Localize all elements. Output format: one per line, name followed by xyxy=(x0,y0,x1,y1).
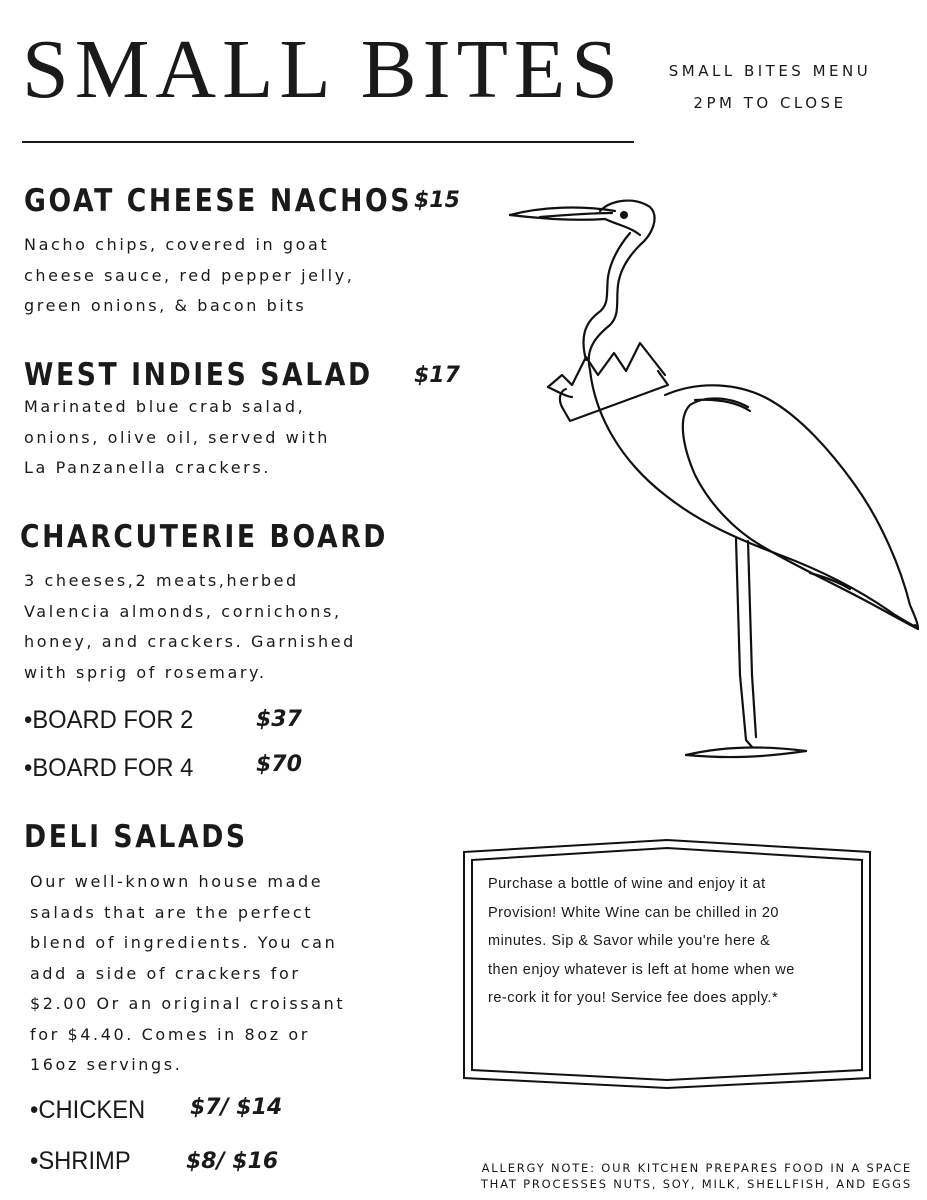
description-line: add a side of crackers for xyxy=(30,963,301,983)
option-shrimp: •SHRIMP xyxy=(30,1147,131,1175)
item-description-deli-salads xyxy=(30,867,345,1081)
wine-promo-text xyxy=(488,870,868,1013)
item-price-goat-cheese-nachos: $15 xyxy=(414,188,460,213)
item-description-west-indies-salad xyxy=(24,392,330,484)
item-name-charcuterie-board: CHARCUTERIE BOARD xyxy=(20,519,389,555)
allergy-line-2: THAT PROCESSES NUTS, SOY, MILK, SHELLFISH, AND EGGS xyxy=(480,1177,912,1191)
option-board-for-4: •BOARD FOR 4 xyxy=(24,754,194,782)
description-line: honey, and crackers. Garnished xyxy=(24,632,356,651)
item-name-west-indies-salad: WEST INDIES SALAD xyxy=(24,357,373,393)
menu-subtitle: SMALL BITES MENU xyxy=(668,62,872,80)
description-line: cheese sauce, red pepper jelly, xyxy=(24,265,355,285)
option-price-board-for-2: $37 xyxy=(256,707,302,732)
item-name-goat-cheese-nachos: GOAT CHEESE NACHOS xyxy=(24,183,412,219)
promo-line: re-cork it for you! Service fee does apply.* xyxy=(488,990,779,1006)
option-price-board-for-4: $70 xyxy=(256,752,302,777)
promo-line: Purchase a bottle of wine and enjoy it at xyxy=(488,876,766,892)
description-line: 16oz servings. xyxy=(30,1055,183,1074)
description-line: $2.00 Or an original croissant xyxy=(30,994,346,1013)
description-line: salads that are the perfect xyxy=(30,902,314,922)
title-divider xyxy=(22,141,634,143)
description-line: Our well-known house made xyxy=(30,872,324,891)
promo-line: minutes. Sip & Savor while you're here & xyxy=(488,933,771,949)
item-price-west-indies-salad: $17 xyxy=(414,363,460,388)
description-line: for $4.40. Comes in 8oz or xyxy=(30,1024,310,1044)
description-line: onions, olive oil, served with xyxy=(24,427,330,447)
description-line: Marinated blue crab salad, xyxy=(24,397,306,416)
description-line: green onions, & bacon bits xyxy=(24,296,307,315)
item-description-goat-cheese-nachos xyxy=(24,230,354,322)
description-line: blend of ingredients. You can xyxy=(30,933,338,952)
item-description-charcuterie-board xyxy=(24,566,356,688)
heron-illustration-icon xyxy=(500,185,925,770)
item-name-deli-salads: DELI SALADS xyxy=(24,819,248,855)
allergy-note xyxy=(440,1160,912,1192)
menu-hours: 2PM TO CLOSE xyxy=(693,94,847,112)
allergy-line-1: ALLERGY NOTE: OUR KITCHEN PREPARES FOOD IN A SPACE xyxy=(481,1161,912,1175)
page-title: SMALL BITES xyxy=(22,23,624,116)
description-line: with sprig of rosemary. xyxy=(24,662,267,682)
promo-line: Provision! White Wine can be chilled in 20 xyxy=(488,904,779,921)
option-price-chicken: $7/ $14 xyxy=(190,1095,283,1120)
description-line: La Panzanella crackers. xyxy=(24,458,271,477)
option-price-shrimp: $8/ $16 xyxy=(186,1149,279,1174)
description-line: Valencia almonds, cornichons, xyxy=(24,601,342,621)
description-line: 3 cheeses,2 meats,herbed xyxy=(24,571,299,590)
option-chicken: •CHICKEN xyxy=(30,1096,146,1124)
description-line: Nacho chips, covered in goat xyxy=(24,235,330,254)
option-board-for-2: •BOARD FOR 2 xyxy=(24,706,194,734)
promo-line: then enjoy whatever is left at home when we xyxy=(488,961,795,978)
